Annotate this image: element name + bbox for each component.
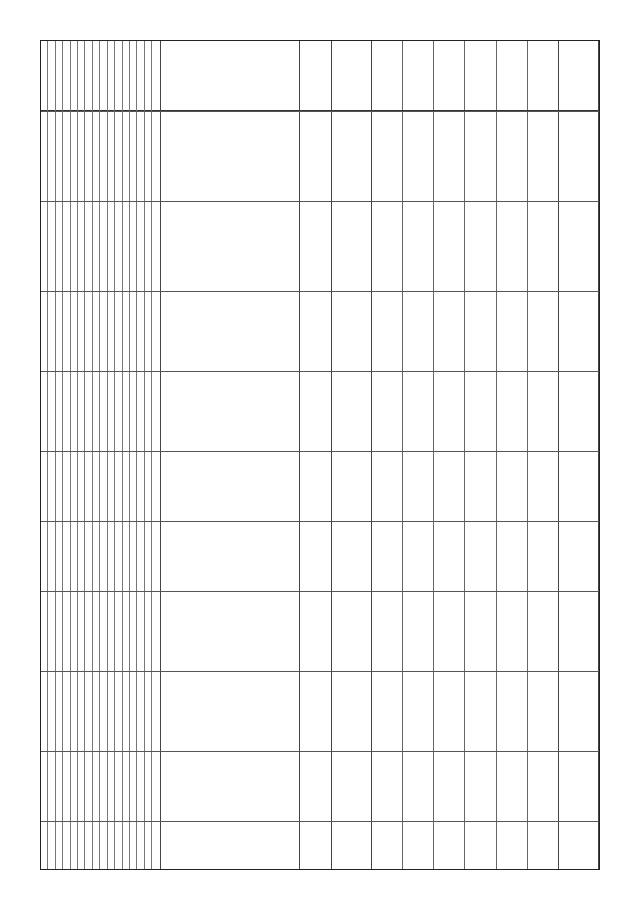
code-cell xyxy=(115,41,122,869)
rotated-budget-table xyxy=(40,40,600,870)
year-column xyxy=(403,41,434,869)
base-value-header xyxy=(332,41,371,111)
unit-column xyxy=(300,41,332,869)
years-column-group xyxy=(372,41,559,869)
budget-codes-column-group xyxy=(41,41,161,869)
code-cell xyxy=(108,41,115,869)
year-column xyxy=(497,41,528,869)
base-value-column xyxy=(332,41,372,869)
code-cell xyxy=(100,41,107,869)
code-cell xyxy=(71,41,78,869)
description-column xyxy=(161,41,301,869)
code-cell xyxy=(152,41,159,869)
code-cell xyxy=(130,41,137,869)
code-cell xyxy=(48,41,55,869)
code-cell xyxy=(41,41,48,869)
code-cell xyxy=(56,41,63,869)
code-grid xyxy=(41,41,160,869)
target-header xyxy=(559,41,598,111)
code-cell xyxy=(63,41,70,869)
code-cell xyxy=(93,41,100,869)
target-value-column xyxy=(559,41,599,869)
code-cell xyxy=(145,41,152,869)
year-column xyxy=(528,41,558,869)
code-cell xyxy=(123,41,130,869)
year-column xyxy=(465,41,496,869)
code-cell xyxy=(85,41,92,869)
description-header xyxy=(161,41,300,111)
code-cell xyxy=(78,41,85,869)
year-column xyxy=(372,41,403,869)
code-cell xyxy=(137,41,144,869)
unit-header xyxy=(300,41,331,111)
year-column xyxy=(434,41,465,869)
years-header xyxy=(372,41,558,111)
